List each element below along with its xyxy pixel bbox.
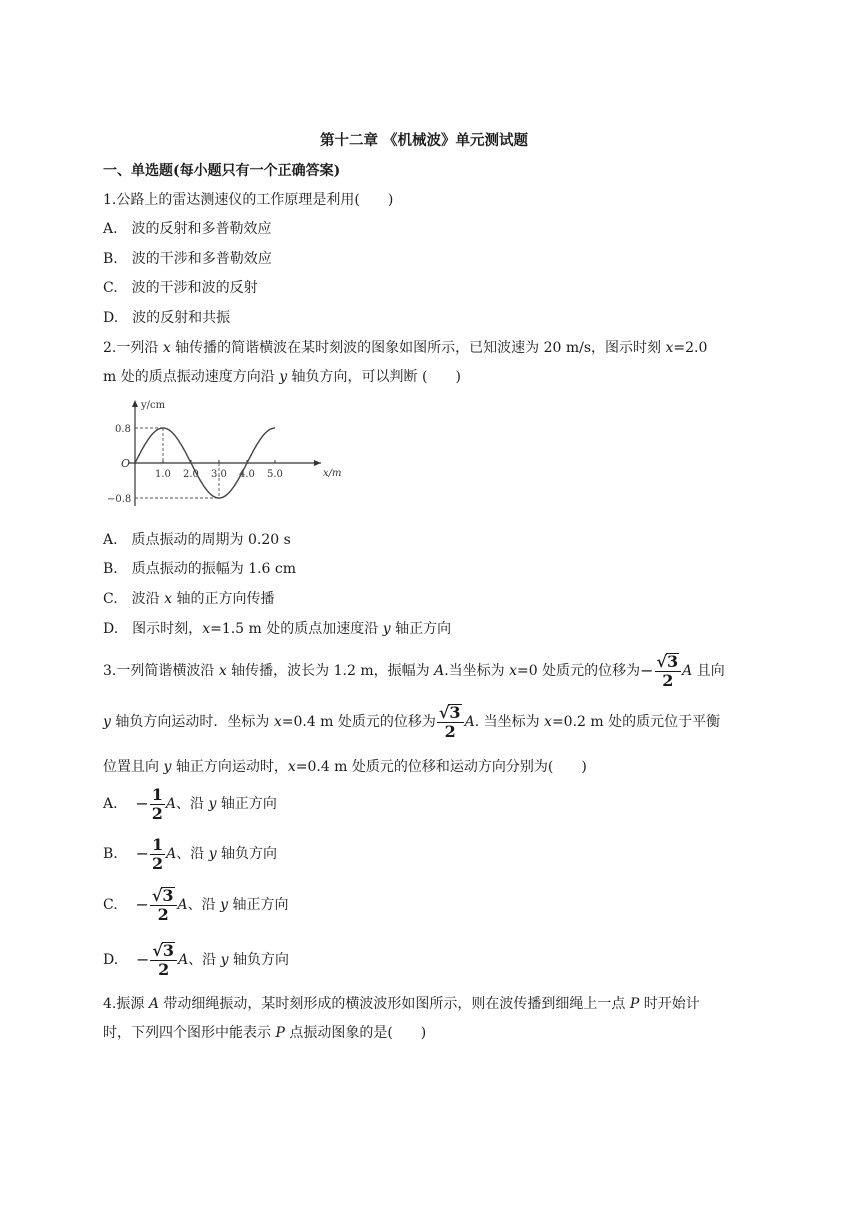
neg-sqrt3-over-2: $\frac{√3}{2}$ — [655, 653, 682, 689]
y-axis-arrow — [132, 400, 138, 407]
x-tick-label: 4.0 — [239, 469, 255, 480]
x-axis-arrow — [314, 460, 321, 466]
q2-option-b: B. 质点振动的振幅为 1.6 cm — [103, 561, 297, 577]
q3-option-a: A. − $\frac{1}{2}$ A、沿 y 轴正方向 — [103, 784, 277, 823]
x-axis-label: x/m — [323, 468, 342, 479]
y-tick-label: −0.8 — [107, 494, 132, 505]
q2-option-d: D. 图示时刻，x=1.5 m 处的质点加速度沿 y 轴正方向 — [103, 621, 452, 637]
q2-option-a: A. 质点振动的周期为 0.20 s — [103, 532, 291, 548]
x-tick-label: 1.0 — [155, 469, 171, 480]
q1-stem: 1.公路上的雷达测速仪的工作原理是利用( ) — [103, 192, 394, 208]
q3-option-c: C. − $\frac{√3}{2}$ A、沿 y 轴正方向 — [103, 886, 289, 924]
page-title: 第十二章 《机械波》单元测试题 — [320, 132, 529, 149]
x-tick-label: 3.0 — [211, 469, 227, 480]
origin-label: O — [121, 457, 131, 470]
q3-option-d: D. − $\frac{√3}{2}$ A、沿 y 轴负方向 — [103, 941, 290, 979]
q3-stem-line2: y 轴负方向运动时．坐标为 x=0.4 m 处质元的位移为 $\frac{√3}{2}$ A. 当坐标为 x=0.2 m 处的质元位于平衡 — [103, 703, 721, 741]
q1-option-a: A. 波的反射和多普勒效应 — [103, 221, 272, 237]
q1-option-b: B. 波的干涉和多普勒效应 — [103, 251, 272, 267]
q3-stem-line3: 位置且向 y 轴正方向运动时，x=0.4 m 处质元的位移和运动方向分别为( ) — [103, 759, 587, 775]
q3-stem-line1: 3.一列简谐横波沿 x 轴传播，波长为 1.2 m，振幅为 A.当坐标为 x=0 处质元的位移为− $\frac{√3}{2}$ A 且向 — [103, 652, 725, 690]
y-axis-label: y/cm — [141, 400, 166, 411]
q2-stem-line1: 2.一列沿 x 轴传播的简谐横波在某时刻波的图象如图所示，已知波速为 20 m/s，图示时刻 x=2.0 — [103, 340, 708, 356]
section-heading: 一、单选题(每小题只有一个正确答案) — [103, 163, 341, 179]
x-tick-label: 2.0 — [183, 469, 199, 480]
q3-option-b: B. − $\frac{1}{2}$ A、沿 y 轴负方向 — [103, 834, 278, 873]
q1-option-c: C. 波的干涉和波的反射 — [103, 280, 258, 296]
q2-stem-line2: m 处的质点振动速度方向沿 y 轴负方向，可以判断 ( ) — [103, 369, 461, 385]
wave-graph — [103, 394, 348, 514]
q4-stem-line2: 时，下列四个图形中能表示 P 点振动图象的是( ) — [103, 1025, 427, 1041]
y-tick-label: 0.8 — [115, 424, 131, 435]
q4-stem-line1: 4.振源 A 带动细绳振动，某时刻形成的横波波形如图所示，则在波传播到细绳上一点 P 时开始计 — [103, 996, 700, 1012]
x-tick-label: 5.0 — [267, 469, 283, 480]
sqrt3-over-2: $\frac{√3}{2}$ — [437, 704, 464, 740]
q1-option-d: D. 波的反射和共振 — [103, 310, 231, 326]
q2-option-c: C. 波沿 x 轴的正方向传播 — [103, 591, 275, 607]
